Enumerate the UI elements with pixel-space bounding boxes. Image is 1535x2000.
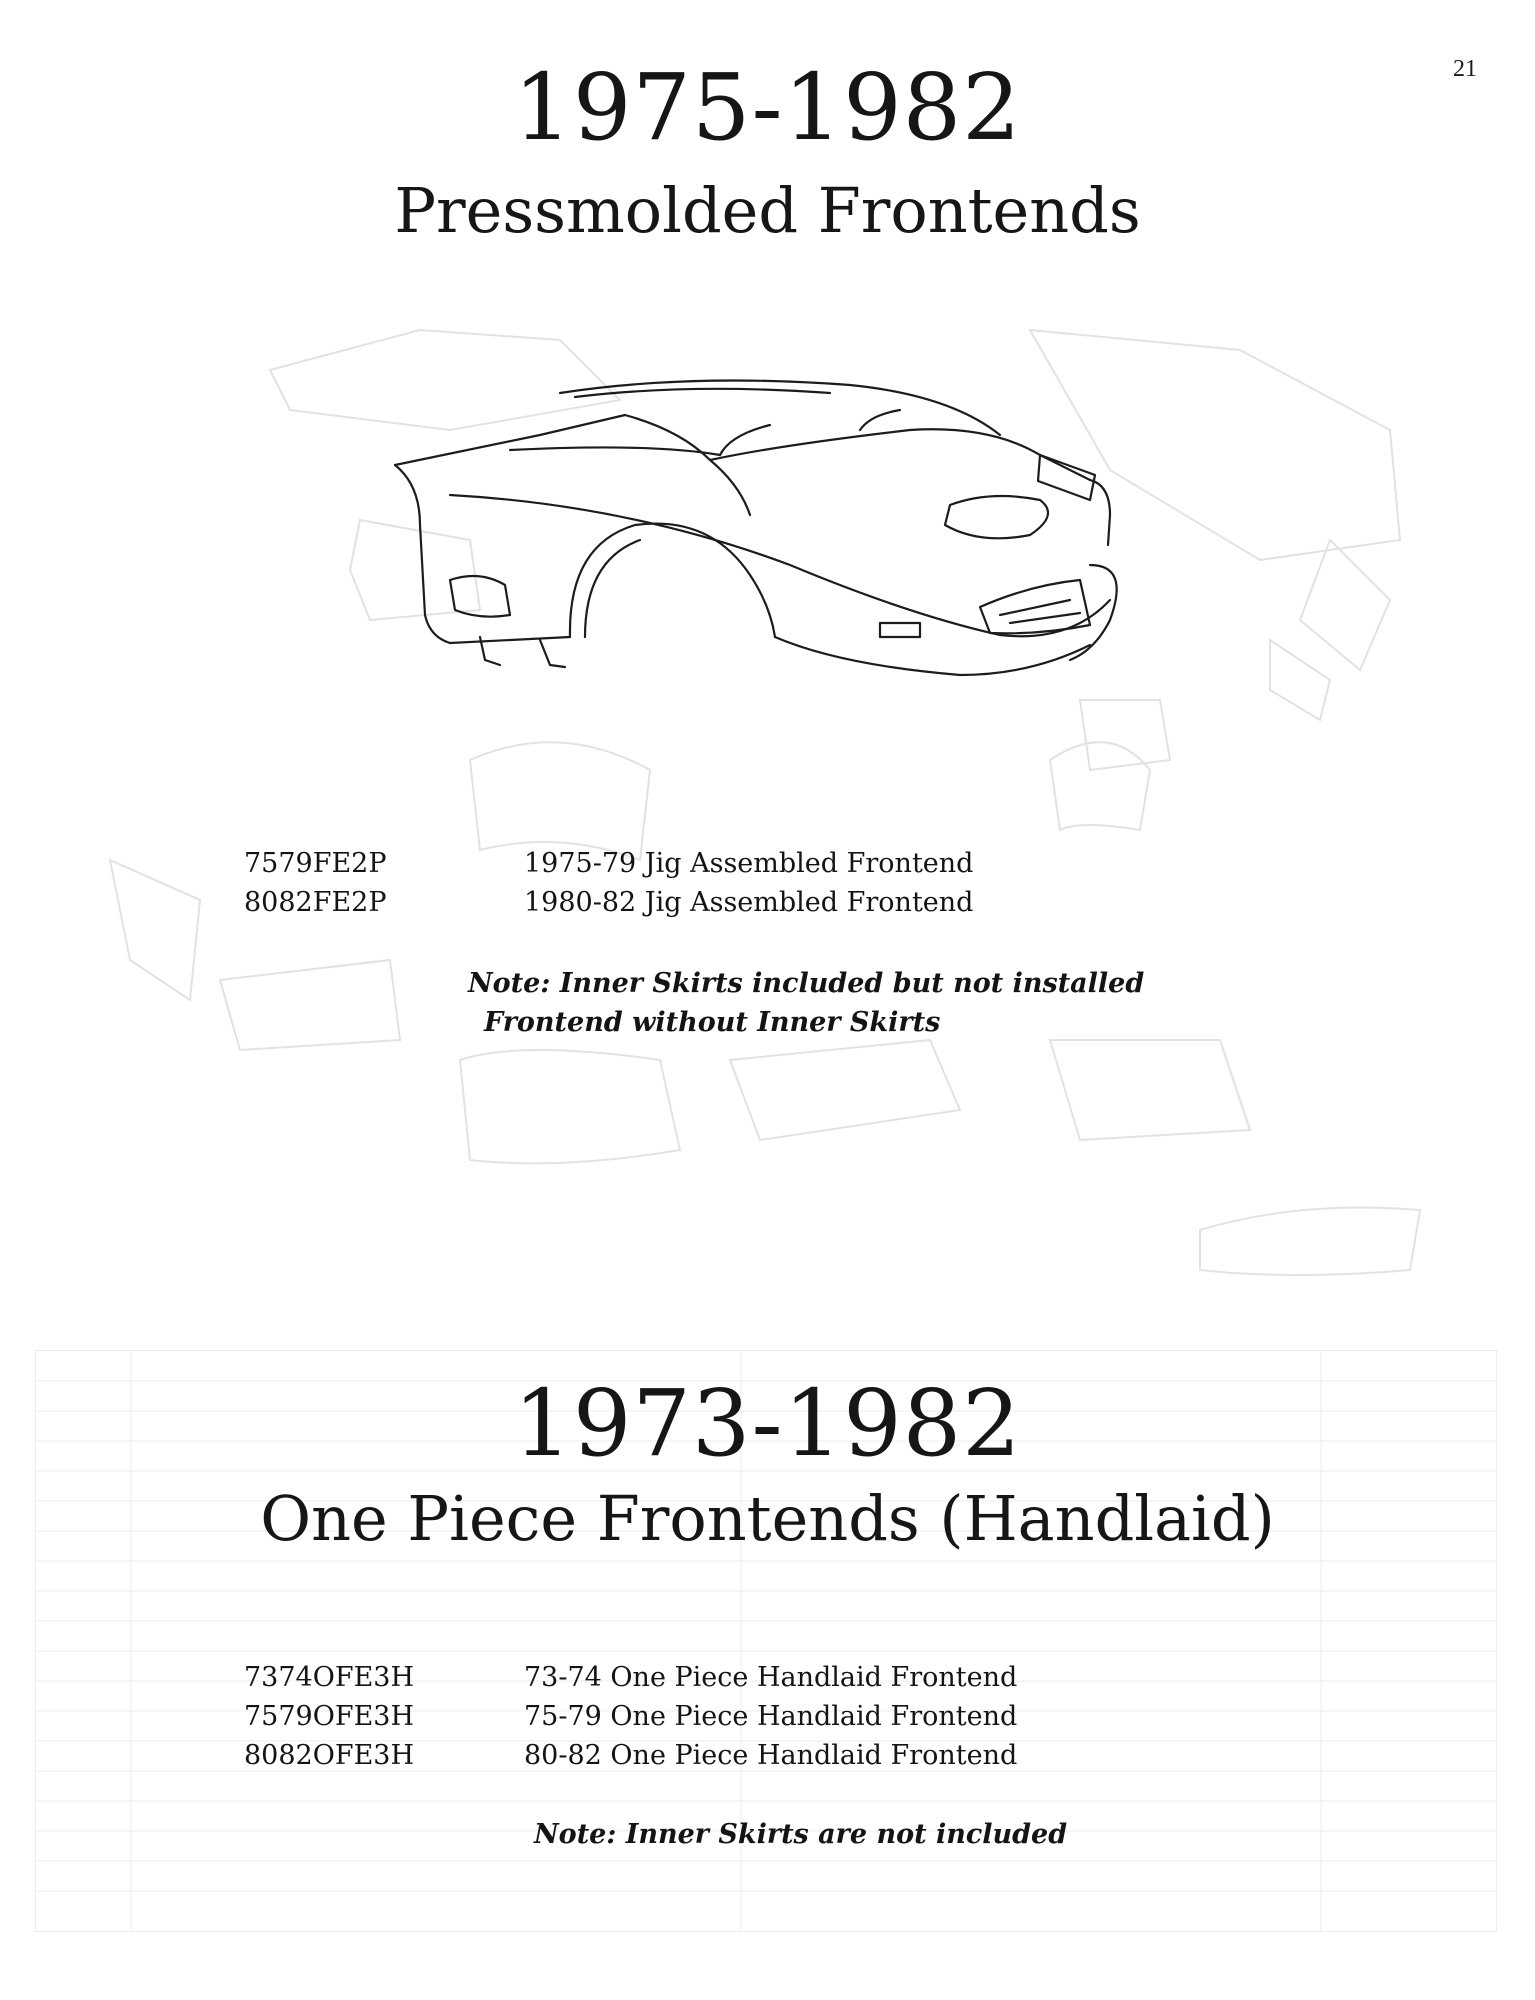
part-number: 7579FE2P (244, 848, 387, 879)
part-description: 73-74 One Piece Handlaid Frontend (524, 1662, 1018, 1693)
part-row (244, 1736, 1017, 1775)
section1-year-title: 1975-1982 (513, 54, 1022, 161)
part-row (244, 844, 973, 883)
part-description: 75-79 One Piece Handlaid Frontend (524, 1701, 1018, 1732)
part-row (244, 1697, 1017, 1736)
part-number: 7579OFE3H (244, 1701, 415, 1732)
section1-parts-list (244, 844, 973, 922)
section1-subtitle: Pressmolded Frontends (394, 174, 1141, 247)
part-description: 1980-82 Jig Assembled Frontend (524, 887, 974, 918)
part-row (244, 1658, 1017, 1697)
part-number: 8082OFE3H (244, 1740, 415, 1771)
part-row (244, 883, 973, 922)
section2-year-title: 1973-1982 (513, 1370, 1022, 1477)
section1-note-line2: Frontend without Inner Skirts (484, 1007, 941, 1038)
part-number: 8082FE2P (244, 887, 387, 918)
section2-subtitle: One Piece Frontends (Handlaid) (260, 1482, 1275, 1555)
section1-note-line1: Note: Inner Skirts included but not installed (468, 968, 1145, 999)
section2-parts-list (244, 1658, 1017, 1775)
frontend-illustration (390, 375, 1170, 685)
page-number: 21 (1453, 56, 1477, 82)
part-description: 80-82 One Piece Handlaid Frontend (524, 1740, 1018, 1771)
section2-note: Note: Inner Skirts are not included (534, 1819, 1068, 1850)
part-number: 7374OFE3H (244, 1662, 415, 1693)
part-description: 1975-79 Jig Assembled Frontend (524, 848, 974, 879)
